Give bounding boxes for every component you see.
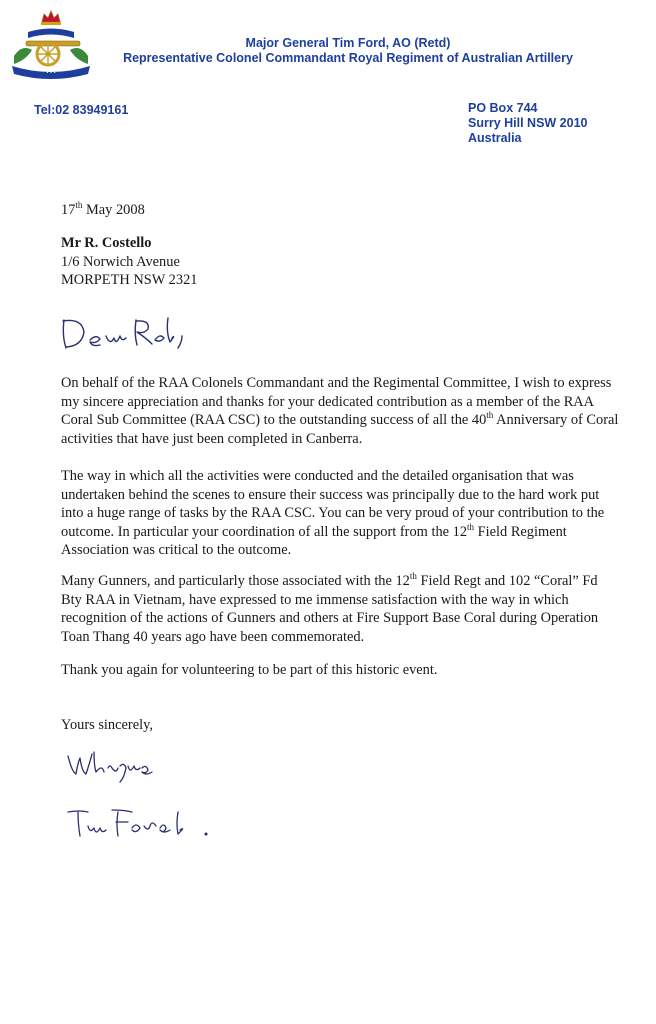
recipient-name: Mr R. Costello (61, 235, 152, 251)
ordinal-suffix: th (467, 521, 475, 532)
body-text: Field Regiment Association was critical to the outcome. (61, 523, 567, 559)
body-text: Many Gunners, and particularly those associated with the 12 (61, 573, 410, 589)
body-text: Anniversary of Coral activities that have just been completed in Canberra. (61, 412, 619, 447)
body-paragraph (61, 467, 621, 560)
body-paragraph (61, 374, 621, 448)
address-line: Surry Hill NSW 2010 (468, 116, 588, 130)
body-paragraph: Thank you again for volunteering to be part of this historic event. (61, 662, 438, 678)
date-suffix: th (75, 200, 83, 211)
body-text: Field Regt and 102 “Coral” Fd Bty RAA in Vietnam, have expressed to me immense satisfaction with the way in which recognition of the actions of Gunners and others at Fire Support Base Coral during Operation Toan Thang 40 years ago have been commemorated. (61, 573, 599, 645)
date-rest: May 2008 (82, 202, 145, 218)
closing-line: Yours sincerely, (61, 717, 153, 733)
letter-date (61, 201, 621, 220)
recipient-address-line: 1/6 Norwich Avenue (61, 253, 180, 270)
recipient-block (61, 234, 621, 290)
handwritten-salutation (60, 314, 190, 358)
address-line: PO Box 744 (468, 101, 538, 115)
recipient-address-line: MORPETH NSW 2321 (61, 272, 198, 289)
address-line: Australia (468, 131, 522, 145)
handwritten-signature-1 (66, 748, 166, 784)
body-text: The way in which all the activities were conducted and the detailed organisation that was undertaken behind the scenes to ensure their success was principally due to the hard work put into a huge range of tasks by the RAA CSC. You can be very proud of your contribution to the outcome. In particular your coordination of all the support from the 12 (61, 468, 605, 540)
letterhead-name: Major General Tim Ford, AO (Retd) (245, 36, 451, 50)
ordinal-suffix: th (409, 571, 417, 582)
handwritten-signature-2 (66, 806, 216, 842)
sender-address (468, 101, 588, 146)
body-paragraph (61, 572, 621, 646)
crest-motto: • • • (46, 70, 56, 75)
letterhead-role: Representative Colonel Commandant Royal Regiment of Australian Artillery (123, 51, 573, 65)
telephone-number: Tel:02 83949161 (34, 103, 129, 117)
date-day: 17 (61, 202, 76, 218)
body-text: On behalf of the RAA Colonels Commandant and the Regimental Committee, I wish to express my sincere appreciation and thanks for your dedicated contribution as a member of the RAA Coral Sub Committee (RAA CSC) to the outstanding success of all the 40 (61, 375, 612, 429)
ordinal-suffix: th (486, 410, 494, 421)
